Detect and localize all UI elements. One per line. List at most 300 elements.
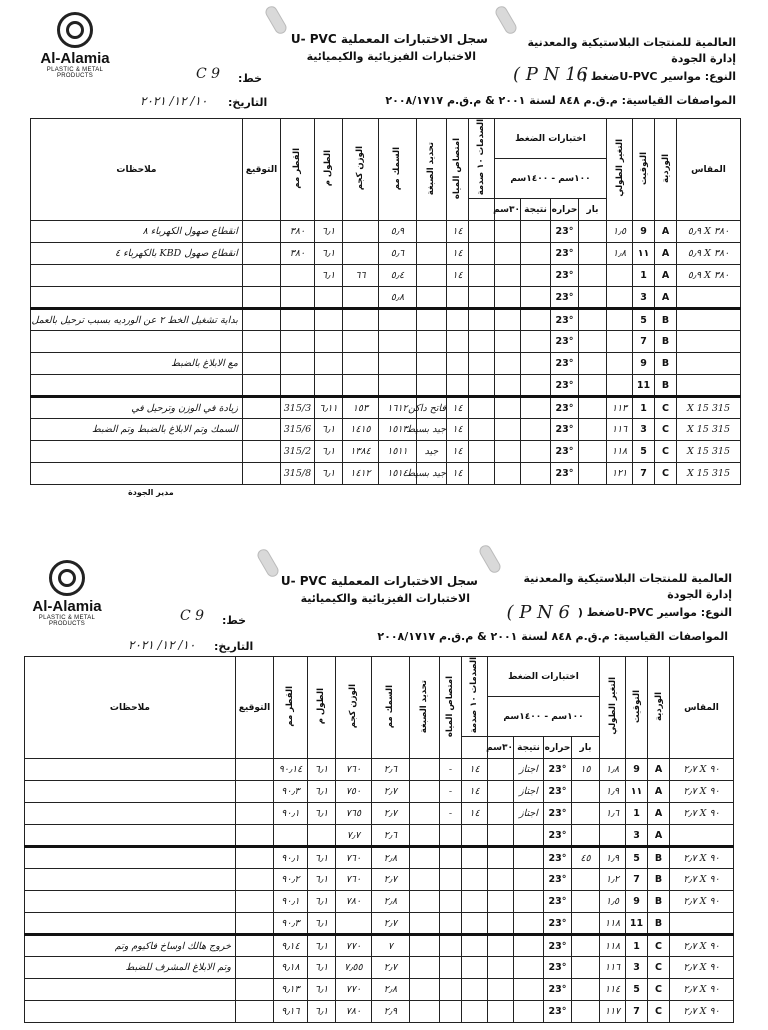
header-pigment [416, 119, 446, 221]
cell-dur [487, 759, 513, 781]
header-length [314, 119, 342, 221]
table-row [31, 243, 741, 265]
cell-result [521, 441, 551, 463]
cell-note: زيادة في الوزن وترحيل في [31, 397, 243, 419]
header-pigment-label: تحديد الصبغة [426, 141, 437, 195]
table-row [25, 803, 734, 825]
cell-bar [579, 243, 607, 265]
cell-crush [468, 243, 494, 265]
cell-pigment [409, 825, 439, 847]
cell-temp: 23° [551, 309, 579, 331]
header-time [626, 657, 648, 759]
header-temp [544, 737, 572, 759]
cell-elong [607, 309, 633, 331]
cell-crush [468, 287, 494, 309]
cell-bar [572, 803, 600, 825]
cell-crush [468, 353, 494, 375]
cell-elong: ١١٨ [607, 441, 633, 463]
cell-temp: 23° [551, 265, 579, 287]
cell-size: ٩٠ X ٢٫٧ [670, 847, 734, 869]
cell-elong [607, 265, 633, 287]
header-shift-label: الوردية [660, 153, 671, 183]
cell-weight: ٦٦ [342, 265, 378, 287]
cell-dur [487, 891, 513, 913]
cell-absorb [439, 1001, 461, 1023]
cell-size: ٩٠ X ٢٫٧ [670, 979, 734, 1001]
cell-result [514, 891, 544, 913]
cell-pigment [416, 265, 446, 287]
cell-result [521, 331, 551, 353]
cell-absorb: ١٤ [446, 265, 468, 287]
cell-temp: 23° [551, 419, 579, 441]
cell-bar [579, 419, 607, 441]
cell-temp: 23° [544, 935, 572, 957]
header-bar-label: بار [579, 742, 592, 753]
logo-name: Al-Alamia [32, 598, 102, 615]
cell-dur [494, 331, 520, 353]
cell-bar [572, 935, 600, 957]
cell-length: ٦٫١ [314, 463, 342, 485]
cell-bar [579, 397, 607, 419]
cell-bar [572, 913, 600, 935]
cell-weight: ٧٦٠ [335, 847, 371, 869]
header-thick-label: السمك مم [392, 146, 403, 190]
header-crush [468, 119, 494, 199]
header-result-label: نتيجة [524, 204, 547, 215]
standard-spec: المواصفات القياسية: م.ق.م ٨٤٨ لسنة ٢٠٠١ & م.ق.م ٢٠٠٨/١٧١٧ [377, 630, 728, 643]
cell-pigment [409, 957, 439, 979]
header-duration [494, 199, 520, 221]
cell-result [514, 935, 544, 957]
cell-pigment [416, 375, 446, 397]
cell-note [25, 759, 236, 781]
cell-crush [468, 309, 494, 331]
cell-note [25, 825, 236, 847]
cell-weight: ٧٧٠ [335, 979, 371, 1001]
cell-dur [487, 847, 513, 869]
cell-time: 1 [626, 803, 648, 825]
cell-weight [342, 353, 378, 375]
cell-shift: C [648, 957, 670, 979]
cell-length: ٦٫١ [307, 1001, 335, 1023]
cell-pigment [416, 353, 446, 375]
cell-size: ٩٠ X ٢٫٧ [670, 781, 734, 803]
cell-sign [242, 331, 280, 353]
header-weight-label: الوزن كجم [348, 683, 359, 729]
cell-dur [494, 419, 520, 441]
cell-shift: B [655, 375, 677, 397]
table-row [31, 441, 741, 463]
cell-weight: ١٥٣ [342, 397, 378, 419]
binder-clip-left [255, 547, 280, 579]
cell-time: 5 [626, 979, 648, 1001]
cell-time: 3 [626, 825, 648, 847]
cell-thick: ٥٫٨ [378, 287, 416, 309]
header-time-label: التوقيت [631, 689, 642, 723]
cell-bar [579, 331, 607, 353]
header-temp-label: حراره [551, 204, 578, 215]
company-name: العالمية للمنتجات البلاستيكية والمعدنية [523, 572, 732, 585]
header-notes [25, 657, 236, 759]
cell-thick: ٢٫٨ [371, 847, 409, 869]
cell-thick: ٢٫٨ [371, 979, 409, 1001]
header-absorb-label: امتصاص المياه [445, 675, 456, 737]
cell-absorb: - [439, 759, 461, 781]
cell-sign [242, 221, 280, 243]
logo-mark-icon [49, 560, 85, 596]
cell-length: ٦٫١ [307, 803, 335, 825]
cell-temp: 23° [551, 441, 579, 463]
cell-diam: ٣٨٠ [280, 243, 314, 265]
cell-thick [378, 331, 416, 353]
cell-elong: ١٫٩ [600, 847, 626, 869]
cell-diam: ٣٨٠ [280, 221, 314, 243]
cell-weight: ٧٧٠ [335, 935, 371, 957]
cell-absorb [439, 891, 461, 913]
cell-bar [579, 265, 607, 287]
cell-shift: A [648, 825, 670, 847]
cell-crush [461, 935, 487, 957]
cell-note: انقطاع صهول الكهرباء ٨ [31, 221, 243, 243]
cell-dur [487, 935, 513, 957]
cell-diam: 315/8 [280, 463, 314, 485]
header-absorb-label: امتصاص المياه [452, 137, 463, 199]
header-size [670, 657, 734, 759]
header-pigment [409, 657, 439, 759]
cell-pigment [416, 243, 446, 265]
record-subtitle: الاختبارات الفيزيائية والكيميائية [300, 592, 470, 605]
cell-crush: ١٤ [461, 759, 487, 781]
cell-shift: C [655, 419, 677, 441]
cell-time: 3 [633, 419, 655, 441]
cell-crush [468, 265, 494, 287]
cell-size: 315 X 15 [677, 397, 741, 419]
cell-crush [468, 375, 494, 397]
header-time-label: التوقيت [638, 151, 649, 185]
cell-pigment: جيد [416, 441, 446, 463]
cell-result [514, 913, 544, 935]
cell-dur [487, 957, 513, 979]
cell-pigment [409, 759, 439, 781]
table-row [25, 759, 734, 781]
cell-bar [572, 781, 600, 803]
table-row [25, 891, 734, 913]
cell-time: ١١ [626, 781, 648, 803]
cell-diam: 315/3 [280, 397, 314, 419]
cell-diam [273, 825, 307, 847]
cell-result: اجتاز [514, 781, 544, 803]
cell-note [31, 265, 243, 287]
cell-bar: ١٥ [572, 759, 600, 781]
cell-shift: C [655, 463, 677, 485]
cell-result [521, 463, 551, 485]
cell-sign [235, 847, 273, 869]
cell-length: ٦٫١ [307, 847, 335, 869]
header-row [25, 657, 734, 697]
cell-size [670, 913, 734, 935]
cell-elong [607, 287, 633, 309]
cell-elong: ١٫٥ [600, 891, 626, 913]
cell-length [314, 309, 342, 331]
header-temp [551, 199, 579, 221]
cell-crush [468, 441, 494, 463]
binder-clip-right [477, 543, 502, 575]
cell-bar [579, 353, 607, 375]
cell-sign [242, 265, 280, 287]
cell-diam: ٩٫١٦ [273, 1001, 307, 1023]
cell-weight [342, 309, 378, 331]
header-thick [378, 119, 416, 221]
cell-crush: ١٤ [461, 803, 487, 825]
cell-diam: ٩٠٫٣ [273, 781, 307, 803]
cell-elong [600, 825, 626, 847]
line-value: C 9 [196, 66, 221, 82]
cell-crush [461, 1001, 487, 1023]
header-length-label: الطول م [316, 687, 327, 725]
cell-length [314, 331, 342, 353]
cell-elong [607, 331, 633, 353]
cell-sign [242, 419, 280, 441]
cell-time: 11 [633, 375, 655, 397]
cell-note [31, 463, 243, 485]
cell-note [31, 287, 243, 309]
cell-absorb [446, 309, 468, 331]
cell-absorb: ١٤ [446, 463, 468, 485]
header-result [514, 737, 544, 759]
cell-diam: 315/2 [280, 441, 314, 463]
cell-temp: 23° [551, 221, 579, 243]
table-row [25, 781, 734, 803]
cell-shift: A [655, 221, 677, 243]
binder-clip-left [263, 4, 288, 36]
table-row [31, 353, 741, 375]
cell-note [25, 803, 236, 825]
header-shift [655, 119, 677, 221]
table-row [25, 1001, 734, 1023]
cell-absorb [439, 957, 461, 979]
cell-sign [235, 759, 273, 781]
header-result [521, 199, 551, 221]
cell-size: ٩٠ X ٢٫٧ [670, 891, 734, 913]
cell-diam: ٩٠٫٢ [273, 869, 307, 891]
cell-time: 9 [626, 759, 648, 781]
cell-diam: ٩٫١٨ [273, 957, 307, 979]
line-label: خط: [238, 72, 263, 85]
header-size [677, 119, 741, 221]
cell-length: ٦٫١ [314, 221, 342, 243]
cell-shift: A [648, 803, 670, 825]
header-sign-label: التوقيع [238, 702, 271, 713]
cell-bar [572, 825, 600, 847]
cell-result [521, 375, 551, 397]
cell-temp: 23° [551, 353, 579, 375]
cell-length: ٦٫١ [307, 891, 335, 913]
cell-size [677, 375, 741, 397]
cell-dur [487, 781, 513, 803]
table-row [31, 397, 741, 419]
cell-temp: 23° [544, 891, 572, 913]
cell-absorb: ١٤ [446, 221, 468, 243]
cell-diam [280, 331, 314, 353]
cell-thick: ٢٫٧ [371, 869, 409, 891]
cell-result [514, 847, 544, 869]
logo-name: Al-Alamia [40, 50, 110, 67]
cell-dur [487, 979, 513, 1001]
cell-dur [494, 375, 520, 397]
cell-temp: 23° [544, 913, 572, 935]
department: إدارة الجودة [667, 588, 732, 601]
logo-subtitle: PLASTIC & METAL PRODUCTS [46, 67, 104, 79]
header-sign [235, 657, 273, 759]
cell-sign [242, 287, 280, 309]
date-value: ١٠/ ١٢/ ٢٠٢١ [128, 638, 196, 652]
cell-weight [342, 331, 378, 353]
cell-shift: A [655, 265, 677, 287]
cell-time: 9 [626, 891, 648, 913]
cell-diam [280, 265, 314, 287]
cell-diam: ٩٫١٤ [273, 935, 307, 957]
cell-result [521, 243, 551, 265]
header-shift [648, 657, 670, 759]
cell-result [521, 353, 551, 375]
cell-weight: ١٤١٢ [342, 463, 378, 485]
cell-dur [494, 265, 520, 287]
cell-shift: A [655, 243, 677, 265]
cell-elong: ١٫٨ [607, 243, 633, 265]
header-elong [607, 119, 633, 221]
cell-time: 7 [626, 869, 648, 891]
cell-pigment [409, 891, 439, 913]
header-bar [579, 199, 607, 221]
cell-crush [468, 397, 494, 419]
header-diam [273, 657, 307, 759]
binder-clip-right [493, 4, 518, 36]
cell-thick: ٢٫٧ [371, 913, 409, 935]
cell-dur [494, 287, 520, 309]
cell-length: ٦٫١ [307, 781, 335, 803]
header-row [31, 119, 741, 159]
line-label: خط: [222, 614, 247, 627]
cell-elong: ١٫٩ [600, 781, 626, 803]
record-subtitle: الاختبارات الفيزيائية والكيميائية [306, 50, 476, 63]
cell-time: 1 [626, 935, 648, 957]
header-diam-label: القطر مم [285, 685, 296, 727]
cell-temp: 23° [544, 979, 572, 1001]
header-crush [461, 657, 487, 737]
cell-dur [487, 803, 513, 825]
cell-weight: ١٣٨٤ [342, 441, 378, 463]
cell-crush [468, 221, 494, 243]
cell-weight: ٧٦٠ [335, 869, 371, 891]
table-row [31, 375, 741, 397]
cell-note [25, 781, 236, 803]
cell-time: 7 [626, 1001, 648, 1023]
cell-sign [235, 869, 273, 891]
cell-bar [579, 463, 607, 485]
header-elong-label: التغير الطولي [614, 139, 625, 197]
cell-note [31, 375, 243, 397]
cell-pigment [416, 331, 446, 353]
header-duration [487, 737, 513, 759]
cell-length [314, 287, 342, 309]
table-row [25, 979, 734, 1001]
cell-dur [487, 1001, 513, 1023]
cell-bar [579, 287, 607, 309]
cell-note: انقطاع صهول KBD بالكهرباء ٤ [31, 243, 243, 265]
cell-crush [461, 869, 487, 891]
cell-pigment [409, 869, 439, 891]
header-elong-label: التغير الطولي [607, 677, 618, 735]
cell-length: ٦٫١ [307, 957, 335, 979]
cell-diam: ٩٠٫١٤ [273, 759, 307, 781]
cell-absorb: ١٤ [446, 243, 468, 265]
header-sign [242, 119, 280, 221]
cell-length [314, 353, 342, 375]
header-thick [371, 657, 409, 759]
cell-bar [572, 1001, 600, 1023]
header-pressure-label: اختبارات الضغط [508, 671, 579, 682]
cell-result [521, 419, 551, 441]
cell-sign [242, 463, 280, 485]
cell-dur [494, 353, 520, 375]
cell-temp: 23° [544, 957, 572, 979]
cell-result [514, 979, 544, 1001]
cell-bar [579, 309, 607, 331]
header-bar-label: بار [586, 204, 599, 215]
header-diam-label: القطر مم [292, 147, 303, 189]
cell-shift: B [655, 309, 677, 331]
cell-pigment [409, 847, 439, 869]
cell-thick: ٢٫٧ [371, 803, 409, 825]
cell-absorb [439, 979, 461, 1001]
type-value: ( P N 16 [513, 64, 588, 85]
cell-absorb [446, 331, 468, 353]
header-pressure [494, 119, 606, 159]
cell-crush [461, 825, 487, 847]
cell-length: ٦٫١ [307, 979, 335, 1001]
cell-shift: B [648, 869, 670, 891]
cell-temp: 23° [551, 463, 579, 485]
header-pressure_sub-label: ١٠٠سم - ١٤٠٠سم [510, 173, 591, 184]
header-diam [280, 119, 314, 221]
cell-thick: ٢٫٧ [371, 781, 409, 803]
logo-subtitle: PLASTIC & METAL PRODUCTS [38, 615, 96, 627]
cell-shift: B [648, 913, 670, 935]
cell-length: ٦٫١ [307, 759, 335, 781]
cell-time: 7 [633, 463, 655, 485]
header-length-label: الطول م [323, 149, 334, 187]
cell-pigment [409, 979, 439, 1001]
table-row [31, 419, 741, 441]
cell-thick: ٢٫٧ [371, 957, 409, 979]
cell-weight: ١٤١٥ [342, 419, 378, 441]
cell-size: ٩٠ X ٢٫٧ [670, 869, 734, 891]
type-label: النوع: مواسير U-PVCضغط ( [577, 606, 732, 619]
header-time [633, 119, 655, 221]
cell-temp: 23° [544, 847, 572, 869]
cell-shift: B [648, 891, 670, 913]
company-logo [30, 12, 120, 79]
header-size-label: المقاس [691, 164, 726, 175]
cell-sign [235, 803, 273, 825]
test-record-sheet-1 [0, 0, 768, 500]
header-pressure_sub-label: ١٠٠سم - ١٤٠٠سم [503, 711, 584, 722]
cell-temp: 23° [544, 1001, 572, 1023]
cell-sign [242, 441, 280, 463]
cell-pigment: فاتح داكن [416, 397, 446, 419]
cell-elong: ١١٨ [600, 935, 626, 957]
cell-bar: ٤٥ [572, 847, 600, 869]
